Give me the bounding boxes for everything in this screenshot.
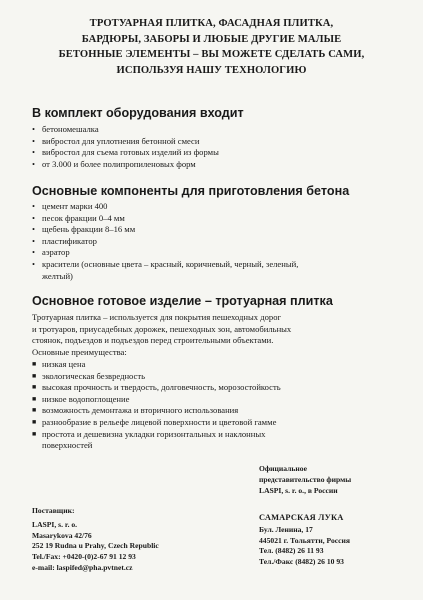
list-item: ■ экологическая безвредность — [32, 371, 281, 383]
list-item: ■ возможность демонтажа и вторичного использования — [32, 405, 281, 417]
headline-line: ИСПОЛЬЗУЯ НАШУ ТЕХНОЛОГИЮ — [116, 64, 307, 76]
components-list — [32, 201, 298, 282]
headline — [40, 16, 383, 78]
russia-office-title: САМАРСКАЯ ЛУКА — [259, 513, 344, 522]
russia-office-block — [259, 513, 350, 568]
list-item: • вибростол для уплотнения бетонной смеси — [32, 136, 219, 148]
list-item: • пластификатор — [32, 236, 298, 248]
russia-office-street: Бул. Ленина, 17 — [259, 524, 313, 534]
list-item: • щебень фракции 8–16 мм — [32, 224, 298, 236]
russia-office-city: 445021 г. Тольятти, Россия — [259, 535, 350, 545]
list-item: • цемент марки 400 — [32, 201, 298, 213]
product-description — [32, 312, 291, 358]
official-line: Официальное — [259, 464, 307, 473]
supplier-email: e-mail: laspifed@pha.pvtnet.cz — [32, 562, 133, 572]
advantages-list — [32, 359, 281, 452]
supplier-company: LASPI, s. r. o. — [32, 519, 78, 529]
description-line: и тротуаров, приусадебных дорожек, пешеходных зон, автомобильных — [32, 323, 292, 334]
description-line: стоянок, подъездов и подъездов перед строительными объектами. — [32, 335, 274, 346]
list-item: ■ низкая цена — [32, 359, 281, 371]
official-line: представительство фирмы — [259, 474, 352, 484]
product-heading: Основное готовое изделие – тротуарная плитка — [32, 294, 333, 308]
headline-line: БЕТОННЫЕ ЭЛЕМЕНТЫ – ВЫ МОЖЕТЕ СДЕЛАТЬ САМИ, — [58, 49, 365, 60]
list-item: • песок фракции 0–4 мм — [32, 213, 298, 225]
list-item — [32, 259, 298, 282]
list-item — [32, 429, 281, 452]
list-item-line: • красители (основные цвета – красный, коричневый, черный, зеленый, — [42, 258, 299, 269]
list-item: ■ низкое водопоглощение — [32, 394, 281, 406]
russia-office-fax: Тел./Факс (8482) 26 10 93 — [259, 557, 344, 567]
list-item-line: поверхностей — [42, 440, 93, 451]
list-item: • от 3.000 и более полипропиленовых форм — [32, 159, 219, 171]
supplier-street: Masarykova 42/76 — [32, 530, 92, 540]
supplier-block — [32, 506, 159, 574]
list-item: • вибростол для съема готовых изделий из формы — [32, 147, 219, 159]
supplier-city: 252 19 Rudna u Prahy, Czech Republic — [32, 541, 159, 551]
supplier-phone: Tel./Fax: +0420-(0)2-67 91 12 93 — [32, 552, 136, 562]
list-item-line: ■ простота и дешевизна укладки горизонтальных и наклонных — [42, 428, 266, 439]
list-item-line: желтый) — [42, 270, 73, 281]
official-representation — [259, 464, 351, 496]
list-item: ■ разнообразие в рельефе лицевой поверхности и цветовой гамме — [32, 417, 281, 429]
description-line: Тротуарная плитка – используется для покрытия пешеходных дорог — [32, 312, 282, 322]
headline-line: БАРДЮРЫ, ЗАБОРЫ И ЛЮБЫЕ ДРУГИЕ МАЛЫЕ — [81, 33, 342, 45]
headline-line: ТРОТУАРНАЯ ПЛИТКА, ФАСАДНАЯ ПЛИТКА, — [89, 18, 334, 29]
list-item: • бетономешалка — [32, 124, 219, 136]
official-line: LASPI, s. r. o., в России — [259, 485, 338, 495]
components-heading: Основные компоненты для приготовления бетона — [32, 184, 350, 198]
description-line: Основные преимущества: — [32, 346, 127, 357]
list-item: ■ высокая прочность и твердость, долговечность, морозостойкость — [32, 382, 281, 394]
equipment-heading: В комплект оборудования входит — [32, 106, 244, 120]
supplier-label: Поставщик: — [32, 506, 75, 515]
list-item: • аэратор — [32, 247, 298, 259]
russia-office-phone: Тел. (8482) 26 11 93 — [259, 546, 324, 556]
equipment-list — [32, 124, 219, 170]
